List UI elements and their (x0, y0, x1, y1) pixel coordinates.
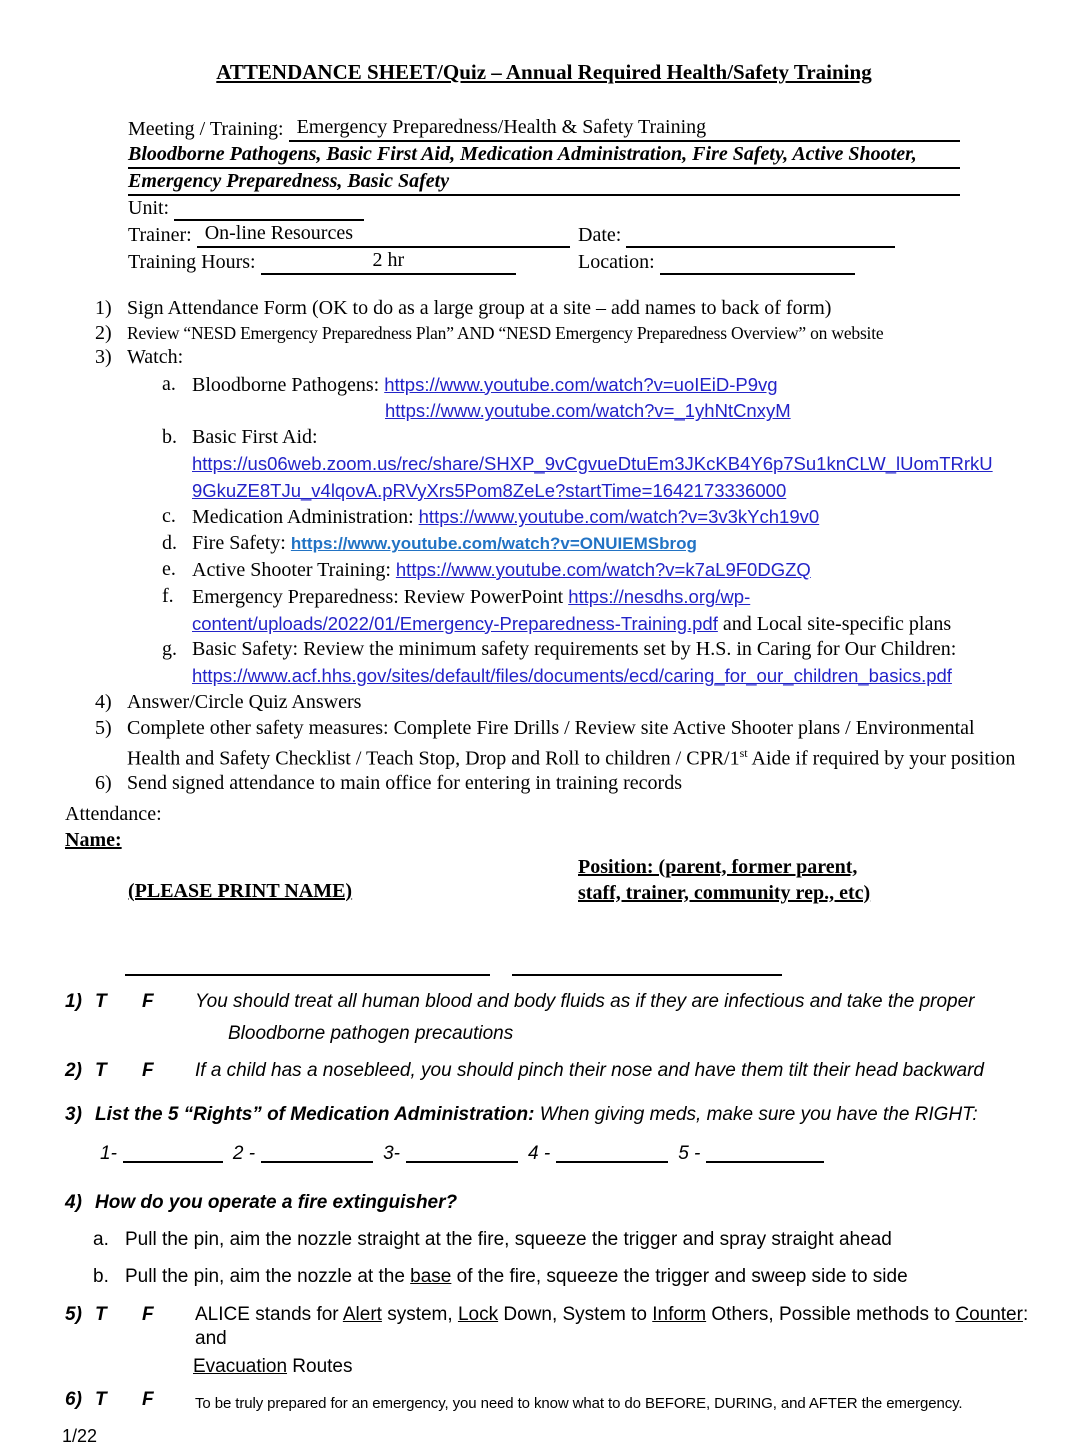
watch-g-letter: g. (162, 638, 177, 661)
instruction-4 (95, 691, 1028, 715)
trainer-value-line (197, 221, 570, 248)
q3-blank-4-line (556, 1153, 668, 1163)
q3-blank-2-label: 2 - (232, 1142, 256, 1164)
instructions-list (95, 297, 1028, 796)
watch-item-e (162, 557, 1028, 584)
hours-value: 2 hr (372, 249, 405, 271)
watch-d-label: Fire Safety: (192, 532, 291, 555)
position-header-line2: staff, trainer, community rep., etc) (578, 881, 871, 904)
instruction-3-number: 3) (95, 346, 112, 368)
trainer-label: Trainer: (128, 224, 197, 246)
topics-line-2-row (128, 169, 960, 196)
q3-blank-1-line (123, 1153, 223, 1163)
instruction-6 (95, 772, 1028, 796)
q5-true-option[interactable]: T (95, 1303, 107, 1325)
position-header-line1: Position: (parent, former parent, (578, 855, 858, 878)
watch-b-label: Basic First Aid: (192, 426, 318, 449)
watch-item-b (162, 425, 1028, 504)
watch-f-tail: and Local site-specific plans (717, 612, 952, 635)
medication-link[interactable]: https://www.youtube.com/watch?v=3v3kYch19v0 (418, 506, 820, 528)
watch-a-label: Bloodborne Pathogens: (192, 373, 385, 396)
print-name-header: (PLEASE PRINT NAME) (128, 879, 353, 902)
q5-false-option[interactable]: F (142, 1303, 154, 1325)
q3-blank-4-label: 4 - (528, 1142, 551, 1164)
watch-e-label: Active Shooter Training: (192, 559, 396, 582)
watch-c-letter: c. (162, 505, 176, 528)
trainer-value: On-line Resources (204, 222, 353, 244)
instruction-2-number: 2) (95, 321, 112, 344)
instruction-6-number: 6) (95, 772, 112, 795)
watch-item-f (162, 584, 1028, 638)
name-blank-line (125, 964, 490, 976)
q4-option-b-letter: b. (93, 1265, 109, 1287)
location-blank-line (660, 273, 855, 275)
page-number: 1/22 (62, 1425, 98, 1446)
q1-true-option[interactable]: T (95, 990, 107, 1012)
active-shooter-link[interactable]: https://www.youtube.com/watch?v=k7aL9F0DGZQ (395, 559, 811, 581)
hours-value-line (261, 248, 516, 275)
unit-label: Unit: (128, 197, 175, 219)
first-aid-link-line2[interactable]: 9GkuZE8TJu_v4lqovA.pRVyXrs5Pom8ZeLe?startTime=1642173336000 (192, 479, 787, 501)
q4-number: 4) (65, 1191, 82, 1213)
instruction-5 (95, 716, 1028, 772)
q6-text: To be truly prepared for an emergency, you need to know what to do BEFORE, DURING, and AFTER the emergency. (195, 1394, 963, 1412)
q3-blank-5-label: 5 - (678, 1142, 701, 1164)
topics-blank-line (449, 194, 960, 196)
q4-option-b[interactable] (93, 1265, 1048, 1289)
q4-option-a-text: Pull the pin, aim the nozzle straight at the fire, squeeze the trigger and spray straight ahead (125, 1228, 892, 1250)
date-blank-line (626, 246, 895, 248)
watch-item-c (162, 504, 1028, 531)
q3-blank-3-label: 3- (383, 1142, 400, 1164)
signature-lines (125, 964, 1088, 976)
watch-list (162, 372, 1028, 691)
trainer-date-row (128, 221, 960, 248)
meeting-row (128, 115, 960, 142)
q2-true-option[interactable]: T (95, 1059, 107, 1081)
q3-blank-3-line (406, 1153, 518, 1163)
instruction-5-number: 5) (95, 716, 112, 739)
quiz-q5 (65, 1303, 1048, 1351)
watch-g-label: Basic Safety: Review the minimum safety requirements set by H.S. in Caring for Our Children: (192, 638, 957, 661)
q1-text-line2: Bloodborne pathogen precautions (228, 1022, 514, 1044)
instruction-1 (95, 297, 1028, 321)
watch-item-d (162, 531, 1028, 557)
watch-a-letter: a. (162, 372, 176, 395)
fire-safety-link[interactable]: https://www.youtube.com/watch?v=ONUIEMSbrog (290, 534, 697, 554)
position-header (578, 854, 870, 906)
location-label: Location: (578, 251, 660, 273)
q4-option-a-letter: a. (93, 1228, 109, 1250)
date-label: Date: (578, 224, 627, 246)
q3-number: 3) (65, 1103, 82, 1125)
q2-false-option[interactable]: F (142, 1059, 154, 1081)
attendance-label: Attendance: (65, 802, 162, 825)
caring-for-children-link[interactable]: https://www.acf.hhs.gov/sites/default/files/documents/ecd/caring_for_our_children_basics.pdf (192, 665, 952, 687)
q6-false-option[interactable]: F (142, 1388, 154, 1410)
position-blank-line (512, 964, 782, 976)
q6-true-option[interactable]: T (95, 1388, 107, 1410)
instruction-5-text: Complete other safety measures: Complete Fire Drills / Review site Active Shooter plans / Environmental Health and Safety Checklist / Teach Stop, Drop and Roll to children / CPR/1st Aide if required by your position (127, 716, 1016, 770)
q1-number: 1) (65, 990, 82, 1012)
meeting-value-line (289, 115, 960, 142)
watch-d-letter: d. (162, 532, 177, 555)
instruction-3 (95, 346, 1028, 370)
instruction-3-text: Watch: (127, 346, 184, 368)
instruction-2 (95, 322, 1028, 346)
q3-blank-1-label: 1- (100, 1142, 117, 1164)
emergency-prep-link-line1[interactable]: https://nesdhs.org/wp- (568, 585, 751, 607)
quiz-q1 (65, 990, 1048, 1014)
meeting-value: Emergency Preparedness/Health & Safety Training (296, 116, 707, 138)
topics-line-2: Emergency Preparedness, Basic Safety (128, 169, 449, 196)
quiz-q2 (65, 1059, 1048, 1083)
q3-blank-5-line (706, 1153, 824, 1163)
meeting-label: Meeting / Training: (128, 118, 289, 140)
q2-number: 2) (65, 1059, 82, 1081)
instruction-6-text: Send signed attendance to main office for entering in training records (127, 772, 682, 795)
watch-b-letter: b. (162, 426, 177, 449)
instruction-2-text: Review “NESD Emergency Preparedness Plan” AND “NESD Emergency Preparedness Overview” on website (127, 322, 884, 343)
instruction-4-number: 4) (95, 691, 112, 714)
q5-text-line2: Evacuation Routes (193, 1355, 353, 1377)
q5-number: 5) (65, 1303, 82, 1325)
watch-f-letter: f. (162, 584, 174, 607)
watch-c-label: Medication Administration: (192, 506, 419, 529)
q3-rest-text: When giving meds, make sure you have the RIGHT: (534, 1103, 978, 1125)
q1-false-option[interactable]: F (142, 990, 154, 1012)
unit-row (128, 196, 960, 221)
hours-location-row (128, 248, 960, 275)
emergency-prep-link-line2[interactable]: content/uploads/2022/01/Emergency-Preparedness-Training.pdf (192, 612, 718, 634)
instruction-1-number: 1) (95, 297, 112, 319)
first-aid-link-line1[interactable]: https://us06web.zoom.us/rec/share/SHXP_9vCgvueDtuEm3JKcKB4Y6p7Su1knCLW_lUomTRrkU (192, 452, 993, 474)
q5-text: ALICE stands for Alert system, Lock Down, System to Inform Others, Possible methods to Counter: and (195, 1303, 1029, 1349)
quiz-q3 (65, 1103, 1048, 1127)
watch-item-a (162, 372, 1028, 426)
attendance-column-headers (65, 852, 1088, 934)
q4-question: How do you operate a fire extinguisher? (95, 1191, 458, 1213)
quiz-q4 (65, 1191, 1048, 1215)
instruction-1-text: Sign Attendance Form (OK to do as a large group at a site – add names to back of form) (127, 297, 832, 319)
q3-blank-2-line (261, 1153, 373, 1163)
q3-answer-blanks (100, 1143, 1048, 1165)
topics-line-1: Bloodborne Pathogens, Basic First Aid, Medication Administration, Fire Safety, Active Shooter, (128, 142, 960, 169)
watch-e-letter: e. (162, 558, 176, 581)
quiz-q6 (65, 1388, 1048, 1416)
watch-f-label: Emergency Preparedness: Review PowerPoint (192, 585, 569, 608)
bloodborne-link-1[interactable]: https://www.youtube.com/watch?v=uoIEiD-P9vg (384, 373, 778, 395)
instruction-4-text: Answer/Circle Quiz Answers (127, 691, 362, 714)
page-title: ATTENDANCE SHEET/Quiz – Annual Required Health/Safety Training (216, 60, 872, 84)
hours-label: Training Hours: (128, 251, 261, 273)
q1-text: You should treat all human blood and body fluids as if they are infectious and take the proper (195, 990, 975, 1012)
meeting-header (128, 115, 960, 275)
q4-option-a[interactable] (93, 1228, 1048, 1252)
quiz-section (65, 990, 1048, 1416)
q3-bold-text: List the 5 “Rights” of Medication Administration: (95, 1103, 535, 1125)
q6-number: 6) (65, 1388, 82, 1410)
watch-item-g (162, 637, 1028, 690)
q2-text: If a child has a nosebleed, you should pinch their nose and have them tilt their head backward (195, 1059, 985, 1081)
q4-option-b-text: Pull the pin, aim the nozzle at the base of the fire, squeeze the trigger and sweep side to side (125, 1265, 908, 1287)
bloodborne-link-2[interactable]: https://www.youtube.com/watch?v=_1yhNtCnxyM (385, 400, 791, 422)
name-label: Name: (65, 828, 122, 851)
